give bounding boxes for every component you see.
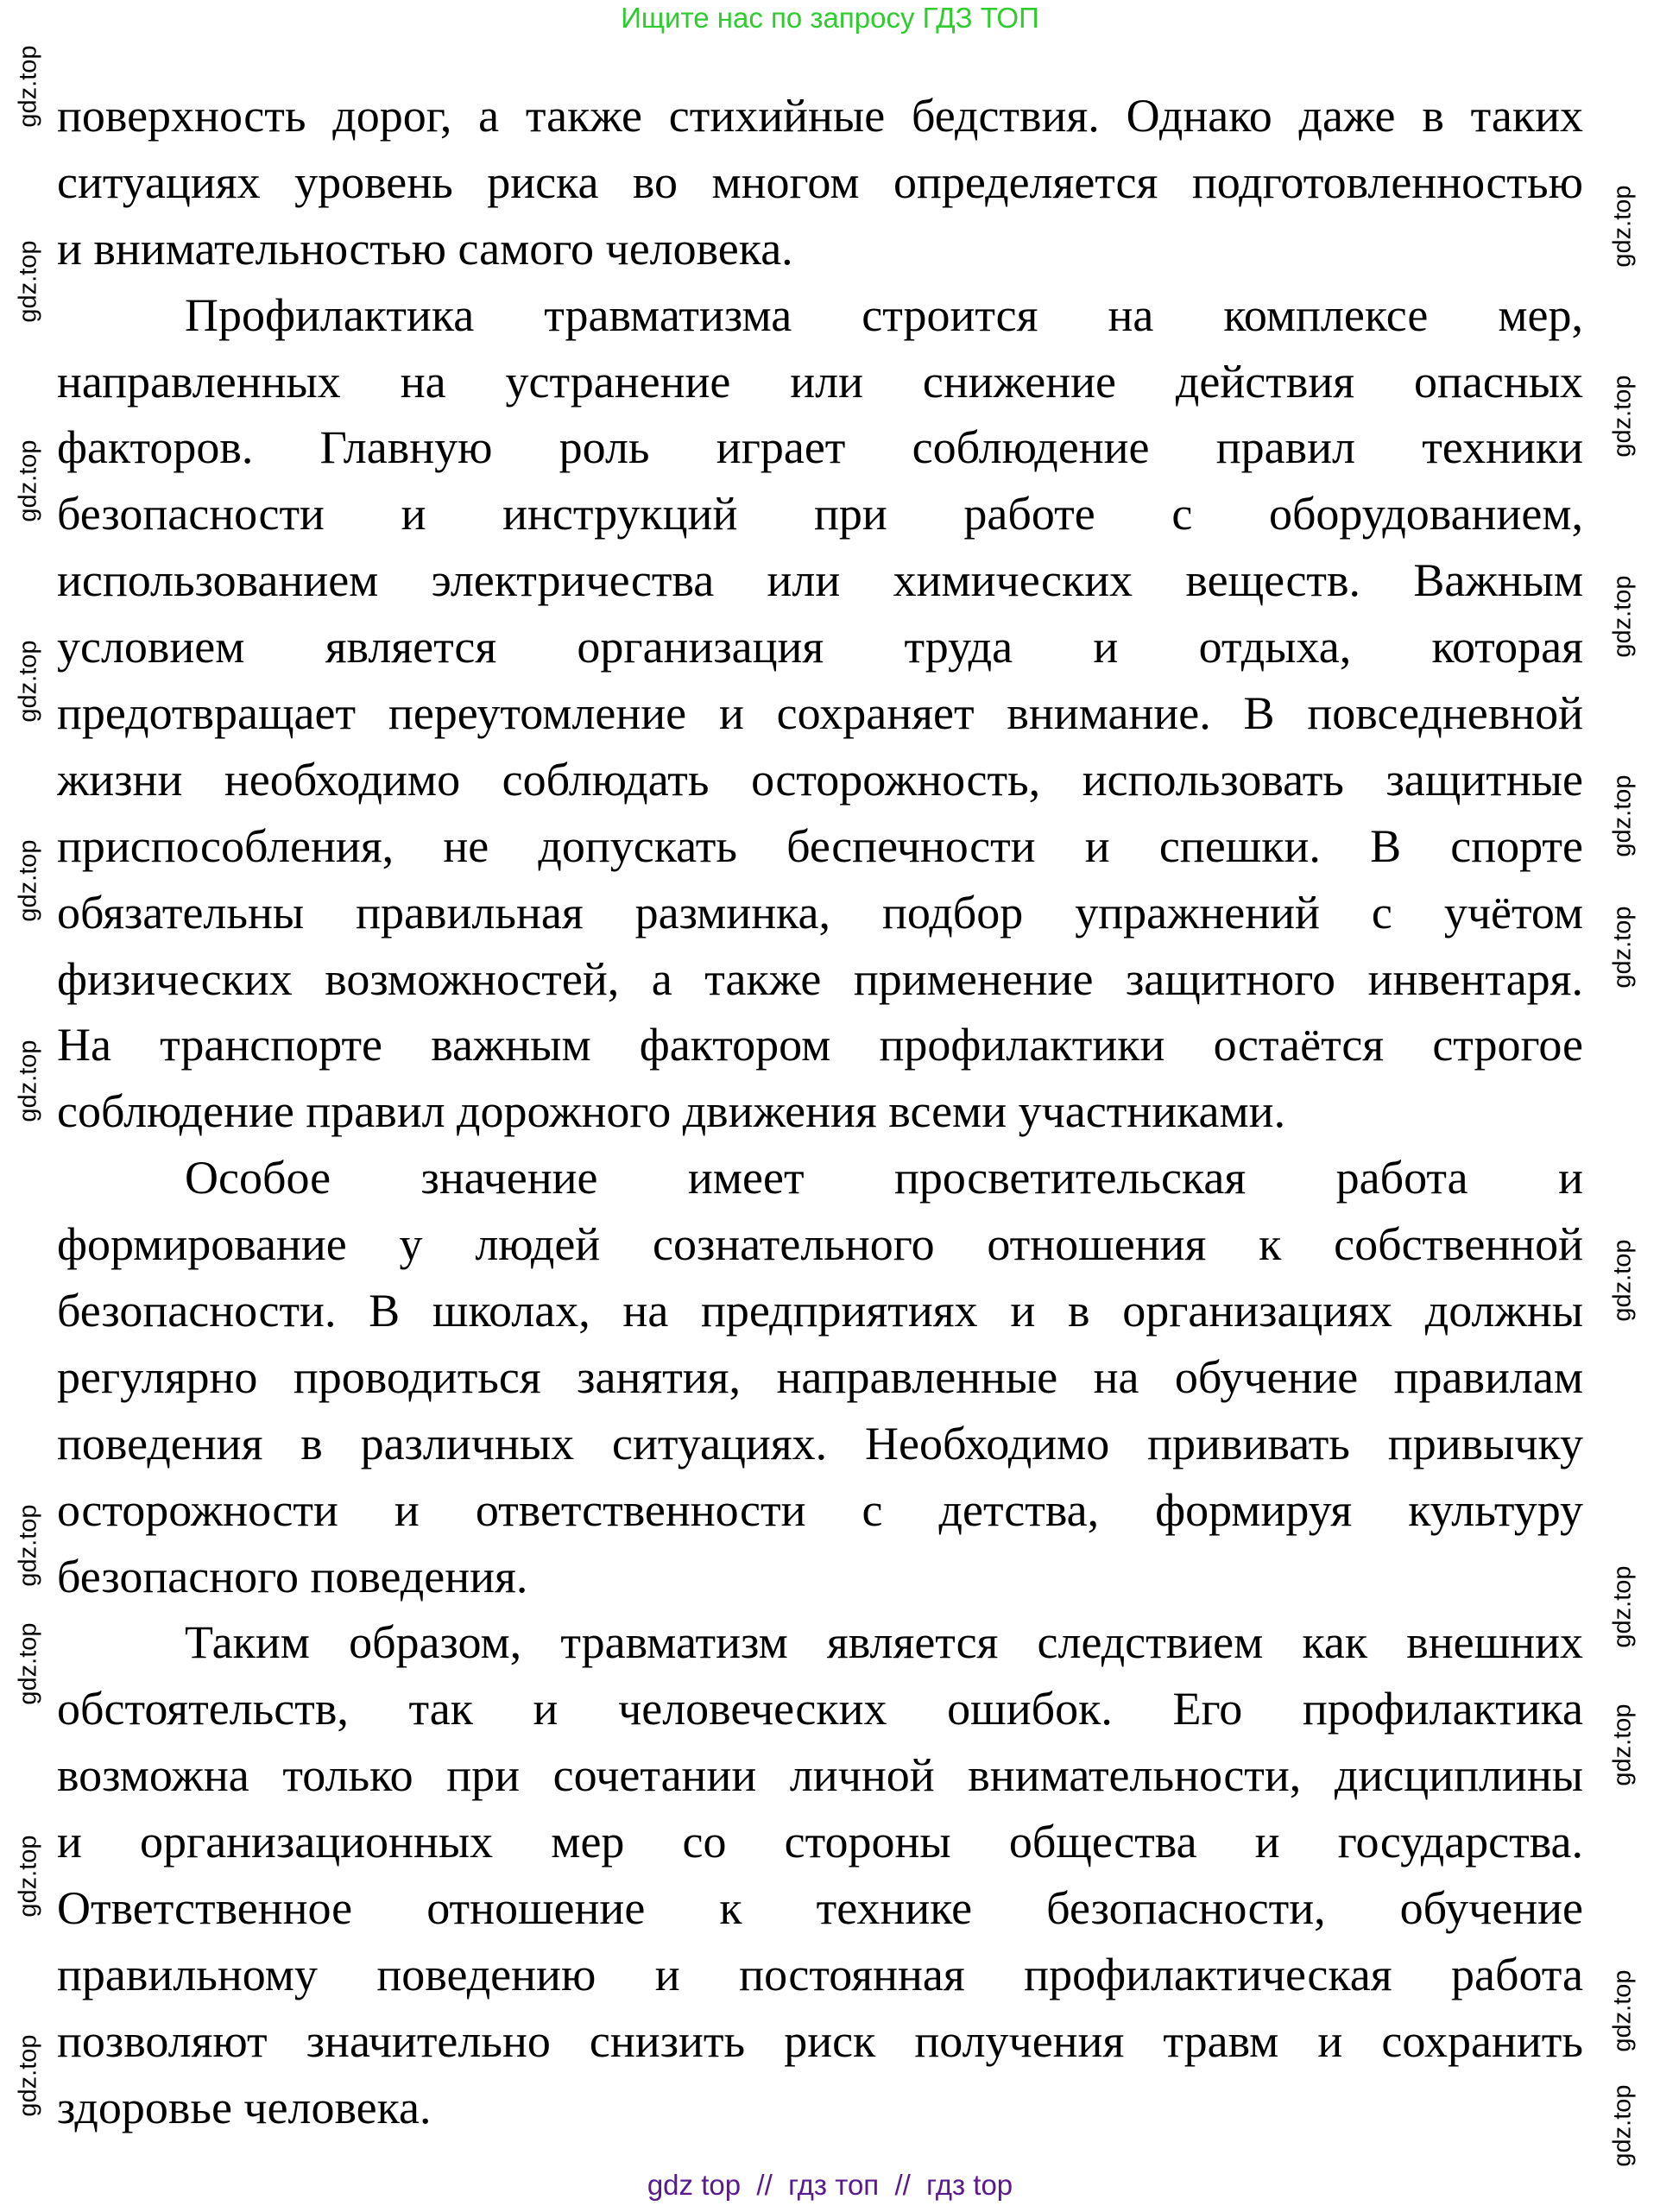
watermark: gdz.top	[14, 1040, 42, 1122]
text-line: правильному поведению и постоянная профилактическая работа	[57, 1948, 1583, 2000]
text-line: безопасности. В школах, на предприятиях и в организациях должны	[57, 1285, 1583, 1337]
text-line: безопасности и инструкций при работе с оборудованием,	[57, 488, 1583, 540]
watermark: gdz.top	[1608, 1565, 1637, 1648]
watermark: gdz.top	[14, 2034, 42, 2117]
text-line: осторожности и ответственности с детства, формируя культуру	[57, 1483, 1583, 1536]
text-line: и внимательностью самого человека.	[57, 222, 793, 275]
text-line: безопасного поведения.	[57, 1550, 528, 1602]
watermark: gdz.top	[14, 240, 42, 323]
text-line: формирование у людей сознательного отношения к собственной	[57, 1218, 1583, 1271]
text-line: факторов. Главную роль играет соблюдение правил техники	[57, 421, 1583, 474]
text-line: физических возможностей, а также применение защитного инвентаря.	[57, 952, 1583, 1005]
watermark: gdz.top	[1608, 2084, 1637, 2167]
watermark: gdz.top	[14, 839, 42, 922]
text-line: Особое значение имеет просветительская работа и	[185, 1152, 1583, 1204]
text-line: возможна только при сочетании личной внимательности, дисциплины	[57, 1749, 1583, 1802]
text-line: соблюдение правил дорожного движения всеми участниками.	[57, 1085, 1286, 1138]
watermark: gdz.top	[1608, 375, 1637, 458]
text-line: поведения в различных ситуациях. Необходимо прививать привычку	[57, 1417, 1583, 1469]
watermark: gdz.top	[14, 1504, 42, 1587]
watermark: gdz.top	[14, 1622, 42, 1705]
header-banner: Ищите нас по запросу ГДЗ ТОП	[621, 2, 1039, 34]
watermark: gdz.top	[1608, 575, 1637, 658]
text-line: Ответственное отношение к технике безопасности, обучение	[57, 1882, 1583, 1935]
text-line: жизни необходимо соблюдать осторожность, использовать защитные	[57, 753, 1583, 806]
text-line: направленных на устранение или снижение действия опасных	[57, 355, 1583, 408]
watermark: gdz.top	[14, 1835, 42, 1918]
watermark: gdz.top	[1608, 906, 1637, 989]
text-line: Профилактика травматизма строится на комплексе мер,	[185, 288, 1583, 341]
watermark: gdz.top	[14, 45, 42, 128]
text-line: ситуациях уровень риска во многом определяется подготовленностью	[57, 155, 1583, 208]
text-line: использованием электричества или химических веществ. Важным	[57, 554, 1583, 607]
footer-links: gdz top // гдз топ // гдз top	[647, 2169, 1013, 2201]
watermark: gdz.top	[1608, 1703, 1637, 1786]
text-line: условием является организация труда и отдыха, которая	[57, 621, 1583, 673]
text-line: приспособления, не допускать беспечности и спешки. В спорте	[57, 819, 1583, 872]
watermark: gdz.top	[14, 640, 42, 723]
text-line: позволяют значительно снизить риск получения травм и сохранить	[57, 2014, 1583, 2067]
text-line: предотвращает переутомление и сохраняет внимание. В повседневной	[57, 687, 1583, 740]
text-line: регулярно проводиться занятия, направленные на обучение правилам	[57, 1350, 1583, 1403]
watermark: gdz.top	[1608, 774, 1637, 857]
text-line: обязательны правильная разминка, подбор упражнений с учётом	[57, 886, 1583, 939]
text-line: здоровье человека.	[57, 2081, 432, 2133]
watermark: gdz.top	[1608, 1969, 1637, 2052]
text-line: На транспорте важным фактором профилактики остаётся строгое	[57, 1019, 1583, 1071]
watermark: gdz.top	[1608, 1239, 1637, 1322]
watermark: gdz.top	[1608, 185, 1637, 268]
watermark: gdz.top	[14, 439, 42, 522]
text-line: поверхность дорог, а также стихийные бедствия. Однако даже в таких	[57, 90, 1583, 142]
text-line: Таким образом, травматизм является следствием как внешних	[185, 1616, 1583, 1669]
text-line: обстоятельств, так и человеческих ошибок. Его профилактика	[57, 1683, 1583, 1735]
text-line: и организационных мер со стороны общества и государства.	[57, 1816, 1583, 1868]
document-body	[57, 83, 1583, 2141]
